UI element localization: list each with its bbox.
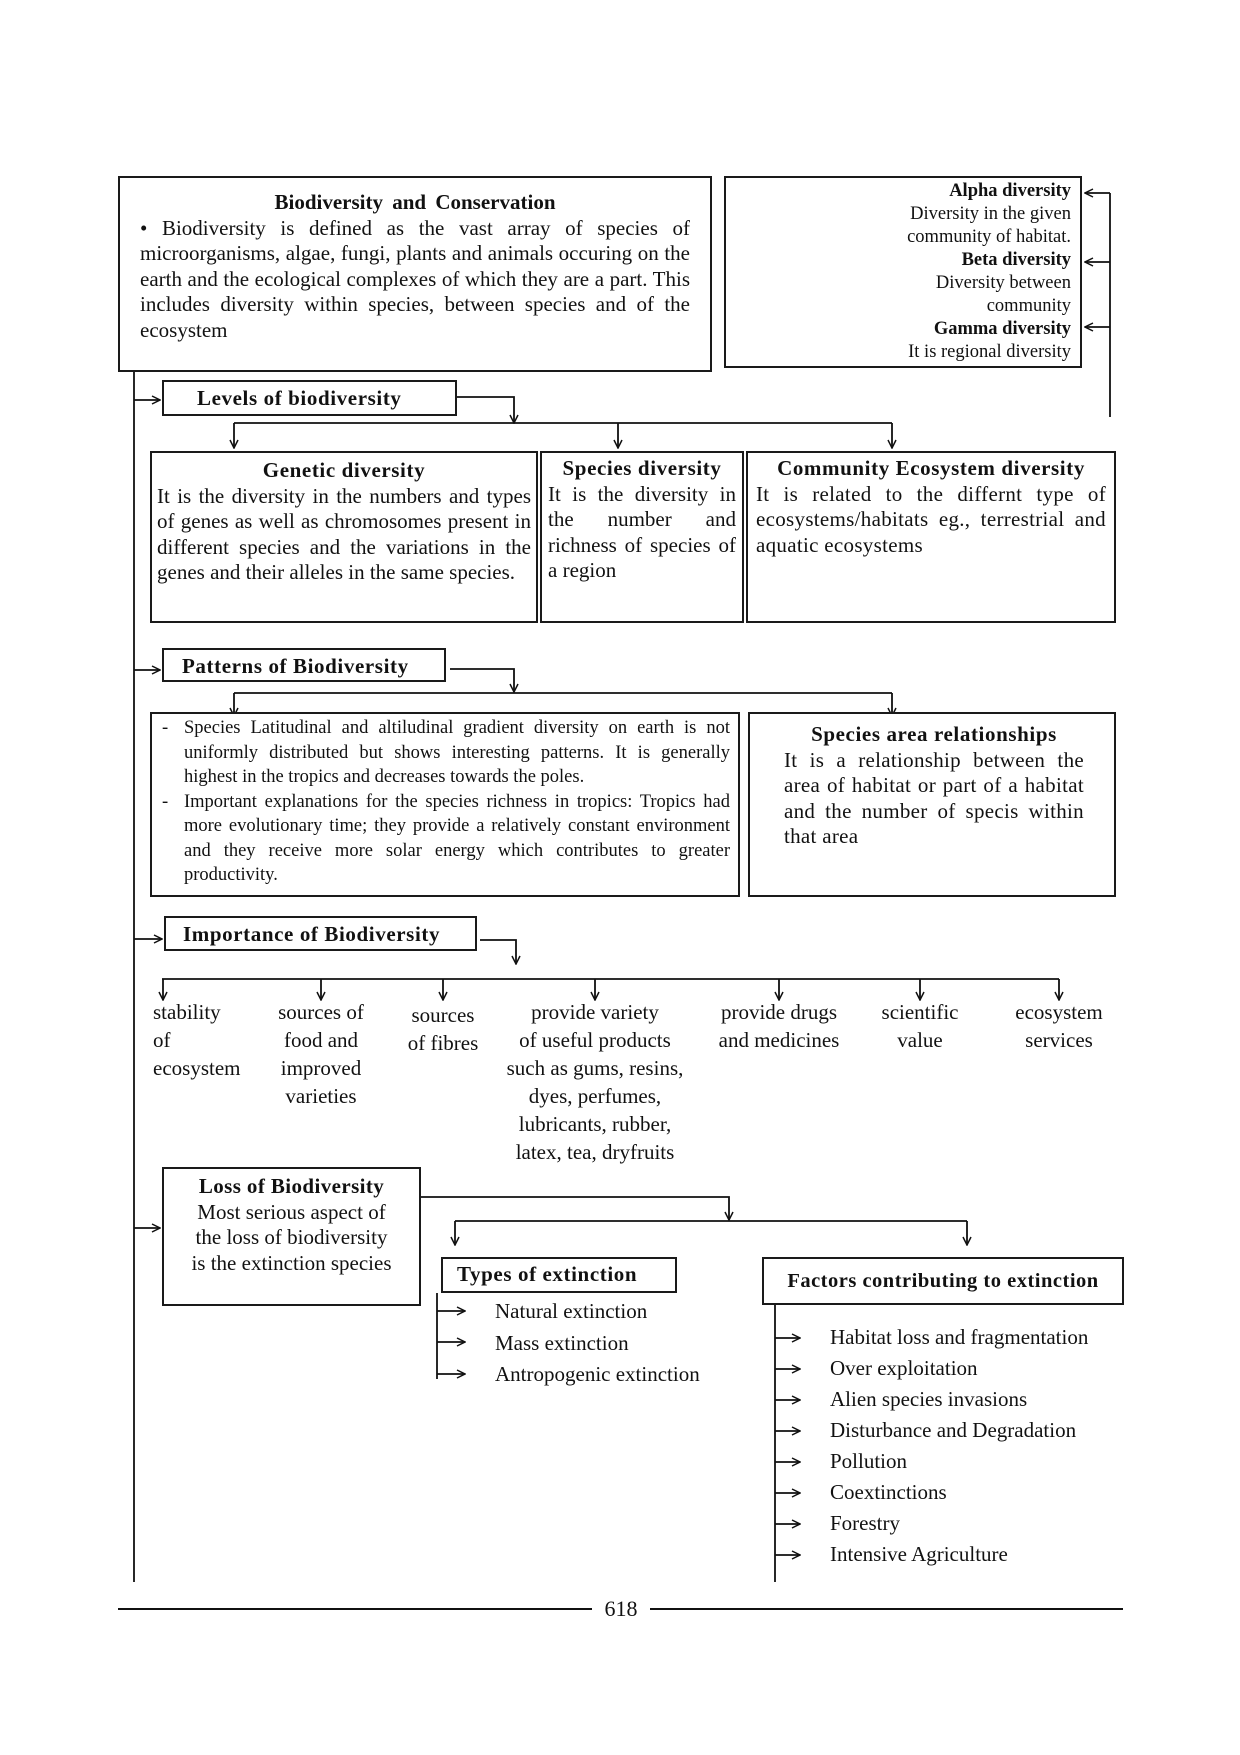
species-area-box bbox=[748, 712, 1116, 897]
species-diversity-title: Species diversity bbox=[562, 456, 722, 480]
beta-diversity-desc-1: Diversity between bbox=[935, 273, 1071, 293]
importance-item-line: ecosystem bbox=[1015, 1000, 1103, 1024]
gamma-diversity bbox=[726, 318, 1071, 364]
intro-box bbox=[118, 176, 712, 372]
importance-item-line: ecosystem bbox=[153, 1056, 241, 1080]
genetic-diversity-text: It is the diversity in the numbers and types of genes as well as chromosomes present in different species and the variations in the genes and their alleles in the same species. bbox=[157, 483, 531, 584]
alpha-diversity-desc-2: community of habitat. bbox=[907, 227, 1071, 247]
loss-line-1: Most serious aspect of bbox=[197, 1199, 386, 1224]
importance-heading: Importance of Biodiversity bbox=[164, 916, 477, 951]
importance-item-line: provide drugs bbox=[720, 1000, 838, 1024]
extinction-factors-heading: Factors contributing to extinction bbox=[762, 1257, 1124, 1305]
beta-diversity bbox=[726, 249, 1071, 318]
gamma-diversity-desc-1: It is regional diversity bbox=[908, 342, 1071, 362]
loss-heading: Loss of Biodiversity bbox=[198, 1174, 385, 1198]
importance-item-stability bbox=[153, 998, 240, 1082]
factor-intensive-agriculture: Intensive Agriculture bbox=[830, 1542, 1008, 1566]
loss-line-2: the loss of biodiversity bbox=[195, 1225, 388, 1249]
extinction-type-natural: Natural extinction bbox=[495, 1299, 648, 1323]
levels-heading: Levels of biodiversity bbox=[162, 380, 457, 416]
importance-item-line: stability bbox=[153, 1000, 221, 1024]
species-diversity-box bbox=[540, 451, 744, 623]
genetic-diversity-box bbox=[150, 451, 538, 623]
community-diversity-box bbox=[746, 451, 1116, 623]
importance-item-line: lubricants, rubber, bbox=[518, 1112, 672, 1136]
importance-item-line: latex, tea, dryfruits bbox=[515, 1140, 675, 1164]
community-diversity-text: It is related to the differnt type of ecosystems/habitats eg., terrestrial and aquatic ecosystems bbox=[756, 481, 1106, 557]
intro-title: Biodiversity and Conservation bbox=[274, 190, 556, 214]
patterns-point-1: - Species Latitudinal and altiludinal gradient diversity on earth is not uniformly distributed but shows interesting patterns. It is generally highest in the tropics and decreases towards the poles. bbox=[156, 716, 730, 790]
importance-item-line: varieties bbox=[285, 1084, 357, 1108]
alpha-diversity bbox=[726, 180, 1071, 249]
factor-pollution: Pollution bbox=[830, 1449, 908, 1473]
patterns-list bbox=[156, 716, 730, 888]
extinction-types-list bbox=[495, 1296, 700, 1391]
importance-item-line: value bbox=[897, 1028, 943, 1052]
factor-coextinctions: Coextinctions bbox=[830, 1480, 947, 1504]
importance-item-line: such as gums, resins, bbox=[506, 1056, 684, 1080]
importance-item-line: sources bbox=[411, 1003, 475, 1027]
extinction-factors-list bbox=[830, 1322, 1088, 1570]
genetic-diversity-title: Genetic diversity bbox=[262, 458, 426, 482]
patterns-point-2: - Important explanations for the species richness in tropics: Tropics had more evolutionary time; they provide a relatively constant environment and they receive more solar energy which contributes to greater productivity. bbox=[156, 790, 730, 888]
importance-item-line: of fibres bbox=[407, 1031, 479, 1055]
importance-item-line: food and bbox=[283, 1028, 359, 1052]
factor-habitat-loss: Habitat loss and fragmentation bbox=[830, 1325, 1089, 1349]
factor-disturbance: Disturbance and Degradation bbox=[830, 1418, 1077, 1442]
importance-item-line: dyes, perfumes, bbox=[528, 1084, 662, 1108]
alpha-diversity-desc-1: Diversity in the given bbox=[910, 204, 1071, 224]
loss-line-3: is the extinction species bbox=[191, 1250, 392, 1275]
extinction-type-mass: Mass extinction bbox=[495, 1330, 629, 1355]
importance-item-scientific bbox=[862, 998, 978, 1054]
importance-item-line: scientific bbox=[881, 1000, 959, 1024]
importance-item-line: sources of bbox=[278, 1000, 364, 1024]
loss-box bbox=[162, 1167, 421, 1306]
species-area-title: Species area relationships bbox=[811, 722, 1057, 746]
beta-diversity-title: Beta diversity bbox=[961, 250, 1071, 270]
importance-item-line: and medicines bbox=[718, 1028, 840, 1052]
importance-item-services bbox=[994, 998, 1124, 1054]
factor-alien-species: Alien species invasions bbox=[830, 1387, 1028, 1411]
importance-item-products bbox=[487, 998, 703, 1166]
importance-item-line: services bbox=[1025, 1028, 1093, 1052]
factor-over-exploitation: Over exploitation bbox=[830, 1356, 978, 1380]
intro-text: • Biodiversity is defined as the vast array of species of microorganisms, algae, fungi, plants and animals occuring on the earth and the ecological complexes of which they are a part. This includes diversity within species, between species and of the ecosystem bbox=[140, 215, 690, 342]
alpha-diversity-title: Alpha diversity bbox=[949, 181, 1071, 201]
importance-item-food bbox=[261, 998, 381, 1110]
page-number: 618 bbox=[604, 1596, 638, 1621]
importance-item-line: improved bbox=[280, 1056, 362, 1080]
extinction-types-heading: Types of extinction bbox=[441, 1257, 677, 1293]
gamma-diversity-title: Gamma diversity bbox=[933, 319, 1071, 339]
patterns-box bbox=[150, 712, 740, 897]
extinction-type-antropogenic: Antropogenic extinction bbox=[495, 1362, 700, 1386]
community-diversity-title: Community Ecosystem diversity bbox=[777, 456, 1085, 480]
beta-diversity-desc-2: community bbox=[986, 296, 1071, 316]
importance-item-line: provide variety bbox=[531, 1000, 659, 1024]
importance-item-line: of bbox=[153, 1028, 171, 1052]
species-area-text: It is a relationship between the area of habitat or part of a habitat and the number of specis within that area bbox=[784, 747, 1084, 848]
factor-forestry: Forestry bbox=[830, 1511, 900, 1535]
importance-item-fibres bbox=[393, 1001, 493, 1057]
species-diversity-text: It is the diversity in the number and richness of species of a region bbox=[548, 481, 736, 582]
importance-item-line: of useful products bbox=[519, 1028, 671, 1052]
patterns-heading: Patterns of Biodiversity bbox=[162, 648, 446, 682]
importance-item-drugs bbox=[699, 998, 859, 1054]
diversity-types-box bbox=[724, 176, 1082, 368]
